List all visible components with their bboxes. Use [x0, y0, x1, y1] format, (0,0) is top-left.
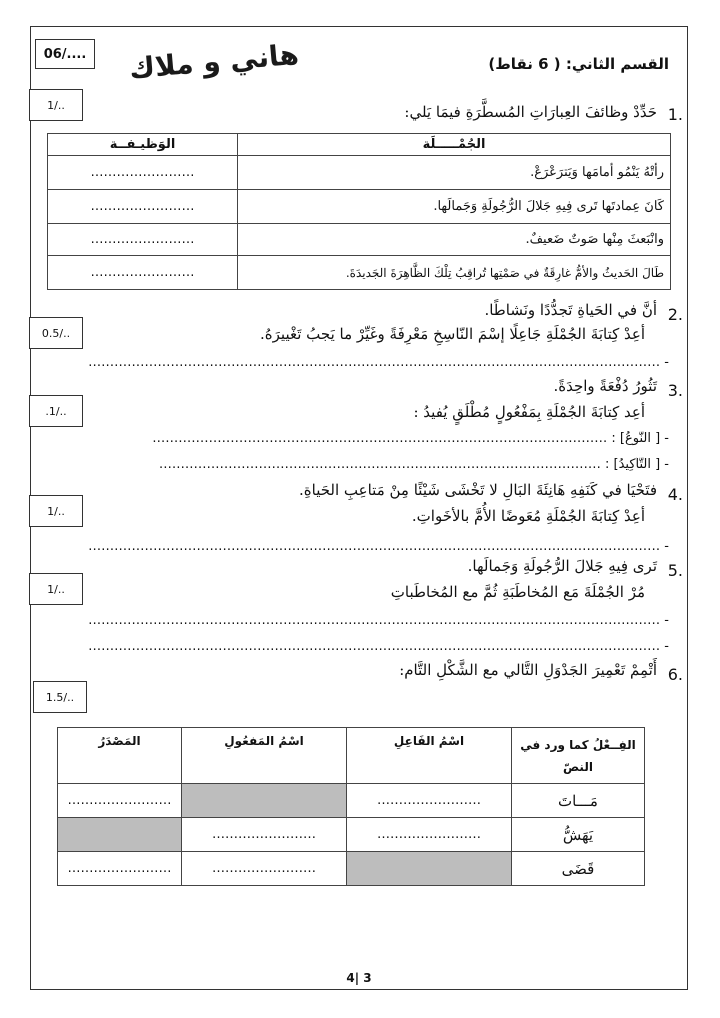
- q3-number: 3.: [667, 381, 683, 400]
- q2-instruction: أعِدْ كِتابَةَ الجُمْلَةِ جَاعِلًا إسْمَ النّاسِخِ مَعْرِفَةً وغَيِّرْ ما يَجبُ تَغْييرَهُ.: [260, 325, 645, 343]
- q6-cell-1-2-shaded: [182, 784, 347, 818]
- section-title: القسم الثاني: ( 6 نقاط): [488, 55, 669, 73]
- q3-instruction: أعِد كِتابَةَ الجُمْلَةِ بِمَفْعُولٍ مُطْلَقٍ يُفيدُ :: [413, 403, 645, 421]
- q3-option-type[interactable]: - [ النَّوعُ] : ……………………………………………………………………………………………: [152, 431, 669, 446]
- q1-prompt: حَدِّدْ وظائفَ العِبارَاتِ المُسطَّرَةِ فيمَا يَلي:: [404, 103, 657, 121]
- page-number: 4| 3: [346, 971, 372, 985]
- q5-sentence: تَرى فِيهِ جَلالَ الرُّجُولَةِ وَجَمالَها.: [467, 557, 657, 575]
- q1-sentence-3: وانْبَعثَ مِنْها صَوتٌ ضَعيفٌ.: [238, 224, 671, 256]
- mark-box-q1: 1/..: [29, 89, 83, 121]
- q6-verb-3: قَضَى: [512, 852, 645, 886]
- mark-box-q6: 1.5/..: [33, 681, 87, 713]
- q4-number: 4.: [667, 485, 683, 504]
- q6-table: [57, 727, 645, 886]
- q3-sentence: تَثُورُ دُفْعَةً واحِدَةً.: [553, 377, 657, 395]
- q6-header-passive-participle: اسْمُ المَفعُولِ: [182, 728, 347, 784]
- q1-sentence-2: كَانَ عِمادتَها تَرى فِيهِ جَلالَ الرُّجُولَةِ وَجَمالَها.: [238, 190, 671, 224]
- table-row: [58, 852, 645, 886]
- q5-answer-line-1[interactable]: - ……………………………………………………………………………………………………………………: [88, 613, 669, 628]
- q2-sentence: أنَّ في الحَياةِ تَجدُّدًا ونَشاطًا.: [484, 301, 657, 319]
- q6-cell-2-2[interactable]: ……………………: [182, 818, 347, 852]
- q2-answer-line[interactable]: - ……………………………………………………………………………………………………………………: [88, 355, 669, 370]
- q1-number: 1.: [667, 105, 683, 124]
- mark-box-q4: 1/..: [29, 495, 83, 527]
- table-row: [58, 818, 645, 852]
- q5-number: 5.: [667, 561, 683, 580]
- table-row: [48, 190, 671, 224]
- table-row: [48, 224, 671, 256]
- q5-answer-line-2[interactable]: - ……………………………………………………………………………………………………………………: [88, 639, 669, 654]
- score-box: 06/....: [35, 39, 95, 69]
- q6-cell-1-3[interactable]: ……………………: [58, 784, 182, 818]
- q1-sentence-4: طَالَ الحَديثُ والأمُّ غارِقَةٌ في صَمْتِها تُراقِبُ تِلْكَ الظَّاهِرَةَ الجَديدَةَ.: [238, 256, 671, 290]
- q6-cell-2-3-shaded: [58, 818, 182, 852]
- q6-number: 6.: [667, 665, 683, 684]
- q4-instruction: أعِدْ كِتابَةَ الجُمْلَةِ مُعَوضًا الأُمَّ بالأخَواتِ.: [411, 507, 645, 525]
- mark-box-q5: 1/..: [29, 573, 83, 605]
- mark-box-q3: .1/..: [29, 395, 83, 427]
- q6-instruction: أَتْمِمْ تَعْمِيرَ الجَدْوَلِ التَّالي مع الشَّكْلِ التَّام:: [399, 661, 657, 679]
- table-row: [48, 256, 671, 290]
- table-row: [58, 784, 645, 818]
- q6-verb-2: يَهَشُّ: [512, 818, 645, 852]
- q6-header-verb: الفِــعْلُ كما ورد في النصّ: [512, 728, 645, 784]
- q4-sentence: فتَحْيَا في كَنَفِهِ هَانِئَةَ البَالِ لا تَخْشَى شَيْئًا مِنْ مَتاعِبِ الحَياةِ.: [299, 481, 657, 499]
- q6-cell-3-1-shaded: [347, 852, 512, 886]
- q1-answer-4[interactable]: ……………………: [48, 256, 238, 290]
- handwritten-names: هاني و ملاك: [127, 37, 301, 86]
- q1-table: [47, 133, 671, 290]
- mark-box-q2: 0.5/..: [29, 317, 83, 349]
- q1-answer-2[interactable]: ……………………: [48, 190, 238, 224]
- table-row: [48, 156, 671, 190]
- q6-verb-1: مَـــاتَ: [512, 784, 645, 818]
- q4-answer-line[interactable]: - ……………………………………………………………………………………………………………………: [88, 539, 669, 554]
- q5-instruction: مُرْ الجُمْلَةَ مَع المُخاطَبَةِ ثُمَّ مع المُخاطَباتِ: [390, 583, 645, 601]
- q1-header-sentence: الجُمْـــــلَة: [238, 134, 671, 156]
- q1-header-function: الوَظيـفــة: [48, 134, 238, 156]
- q6-cell-3-3[interactable]: ……………………: [58, 852, 182, 886]
- q6-cell-3-2[interactable]: ……………………: [182, 852, 347, 886]
- exam-page: [30, 26, 688, 990]
- q6-cell-2-1[interactable]: ……………………: [347, 818, 512, 852]
- q6-header-masdar: المَصْدَرُ: [58, 728, 182, 784]
- q1-sentence-1: رأتْهُ يَنْمُو أمامَها وَيَترَعْرَعْ.: [238, 156, 671, 190]
- q1-answer-3[interactable]: ……………………: [48, 224, 238, 256]
- q2-number: 2.: [667, 305, 683, 324]
- q1-answer-1[interactable]: ……………………: [48, 156, 238, 190]
- q6-header-active-participle: اسْمُ الفَاعِلِ: [347, 728, 512, 784]
- q6-cell-1-1[interactable]: ……………………: [347, 784, 512, 818]
- q3-option-emphasis[interactable]: - [ التَّأكِيدُ] : …………………………………………………………………………………………: [158, 457, 669, 472]
